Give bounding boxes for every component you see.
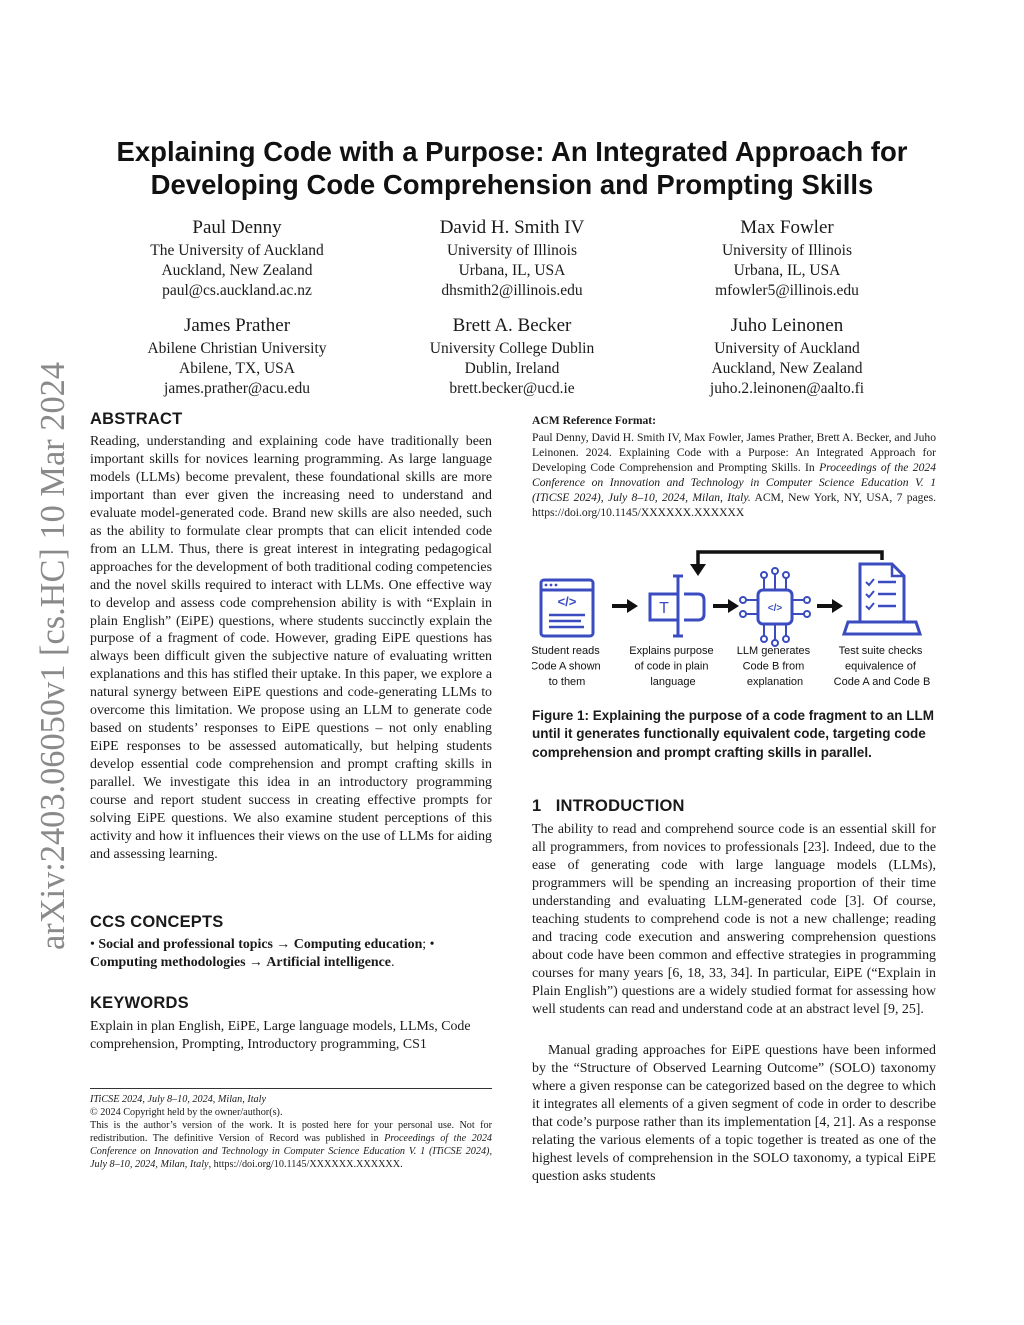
author-block bbox=[657, 314, 917, 399]
step-3-line-2: Code B from bbox=[742, 660, 805, 673]
test-checklist-icon bbox=[844, 564, 920, 634]
author-name: Brett A. Becker bbox=[452, 315, 572, 336]
author-affiliation: University of Illinois bbox=[721, 242, 853, 259]
title-line-1: Explaining Code with a Purpose: An Integrated Approach for bbox=[116, 136, 908, 167]
code-glyph: </> bbox=[557, 594, 577, 609]
author-block bbox=[657, 216, 917, 301]
flow-arrow-2 bbox=[713, 599, 739, 613]
text-input-icon bbox=[650, 576, 704, 636]
author-block bbox=[382, 314, 642, 399]
acm-ref-publisher: ACM, New York, NY, USA, 7 pages. https://doi.org/10.1145/XXXXXX.XXXXXX bbox=[532, 491, 937, 520]
author-affiliation: The University of Auckland bbox=[150, 242, 324, 259]
step-3-line-1: LLM generates bbox=[736, 645, 811, 657]
figure-1 bbox=[532, 550, 936, 695]
ccs-separator: ; bbox=[422, 937, 427, 952]
step-1-line-3: to them bbox=[548, 676, 586, 688]
author-affiliation: Abilene Christian University bbox=[147, 340, 327, 357]
intro-heading bbox=[532, 797, 685, 816]
figure-caption: Figure 1: Explaining the purpose of a code fragment to an LLM until it generates functionally equivalent code, targeting code comprehension and prompt crafting skills in parallel. bbox=[532, 708, 935, 760]
abstract-text: Reading, understanding and explaining code have traditionally been important skills for novices learning programming. As large language models (LLMs) become prevalent, these foundational skills are more important than ever given the increasing need to understand and evaluate model-generated code. Brand new skills are also needed, such as the ability to formulate clear prompts that can elicit intended code from an LLM. Thus, there is great interest in integrating pedagogical approaches for the development of both traditional coding competencies and the novel skills required to interact with LLMs. One effective way to develop and assess code comprehension ability is with “Explain in plain English” (EiPE) questions, where students succinctly explain the purpose of a fragment of code. However, grading EiPE questions has always been difficult given the subjective nature of evaluating written explanations and this has stifled their uptake. In this paper, we explore a natural synergy between EiPE questions and code-generating LLMs to overcome this limitation. We propose using an LLM to generate code based on students’ responses to EiPE questions – not only enabling EiPE responses to be assessed automatically, but helping students develop essential code comprehension and prompt crafting skills in parallel. We investigate this idea in an introductory programming course and report student success in creating effective prompts for solving EiPE questions. We also examine student perceptions of this activity and how it influences their views on the use of LLMs for aiding and assessing learning. bbox=[90, 434, 492, 862]
ccs-heading: CCS CONCEPTS bbox=[90, 913, 224, 931]
step-4-line-1: Test suite checks bbox=[838, 645, 923, 657]
ccs-arrow: → bbox=[249, 954, 263, 970]
text-glyph: T bbox=[659, 600, 669, 617]
author-location: Abilene, TX, USA bbox=[179, 360, 295, 377]
author-block bbox=[107, 314, 367, 399]
author-affiliation: University of Auckland bbox=[714, 340, 860, 357]
author-email: dhsmith2@illinois.edu bbox=[441, 282, 583, 299]
author-email: mfowler5@illinois.edu bbox=[715, 282, 859, 299]
keywords-text: Explain in plan English, EiPE, Large language models, LLMs, Code comprehension, Prompting, Introductory programming, CS1 bbox=[90, 1019, 471, 1052]
step-2-line-2: of code in plain bbox=[634, 660, 709, 673]
step-1-label bbox=[532, 645, 604, 688]
author-email: brett.becker@ucd.ie bbox=[449, 380, 575, 397]
step-1-line-1: Student reads bbox=[532, 645, 600, 657]
footnote-venue: ITiCSE 2024, July 8–10, 2024, Milan, Italy bbox=[90, 1094, 267, 1105]
flow-arrow-1 bbox=[612, 599, 638, 613]
author-email: paul@cs.auckland.ac.nz bbox=[162, 282, 312, 299]
intro-paragraph-2: Manual grading approaches for EiPE questions have been informed by the “Structure of Observed Learning Outcome” (SOLO) taxonomy where a given response can be categorized based on the degree to which it integrates all elements of a given segment of code in order to describe that code’s purpose rather than its implementation [4, 21]. As a response relating the various elements of a topic together is treated as one of the highest levels of comprehension in the SOLO taxonomy, a typical EiPE question asks students bbox=[532, 1043, 936, 1184]
feedback-arrow bbox=[698, 552, 882, 566]
keywords-heading: KEYWORDS bbox=[90, 994, 189, 1012]
arxiv-stamp-text: arXiv:2403.06050v1 [cs.HC] 10 Mar 2024 bbox=[33, 360, 72, 950]
author-location: Auckland, New Zealand bbox=[711, 360, 863, 377]
chip-code-glyph: </> bbox=[767, 603, 783, 614]
abstract-heading: ABSTRACT bbox=[90, 410, 183, 428]
step-3-label bbox=[737, 645, 813, 688]
footnote-notice bbox=[90, 1119, 492, 1171]
author-location: Dublin, Ireland bbox=[464, 360, 560, 377]
author-location: Urbana, IL, USA bbox=[733, 262, 841, 279]
acm-ref-proceedings: Proceedings of the 2024 Conference on Innovation and Technology in Computer Science Education V. 1 (ITiCSE 2024), July 8–10, 2024, Milan, Italy. bbox=[532, 461, 936, 505]
ccs-item-2-target: Artificial intelligence bbox=[266, 954, 391, 970]
ccs-bullet: • bbox=[90, 937, 95, 952]
author-name: Paul Denny bbox=[192, 217, 282, 238]
ccs-bullet: • bbox=[429, 937, 435, 952]
section-number: 1 bbox=[532, 797, 542, 815]
paper-title bbox=[80, 135, 944, 201]
footnote-proceedings: Proceedings of the 2024 Conference on Innovation and Technology in Computer Science Education V. 1 (ITiCSE 2024), July 8–10, 2024, Milan, Italy bbox=[90, 1133, 493, 1170]
step-4-line-3: Code A and Code B bbox=[833, 676, 931, 688]
title-line-2: Developing Code Comprehension and Prompting Skills bbox=[150, 169, 874, 200]
code-window-icon bbox=[541, 580, 593, 636]
author-affiliation: University of Illinois bbox=[446, 242, 578, 259]
author-name: Juho Leinonen bbox=[730, 315, 844, 336]
author-name: David H. Smith IV bbox=[439, 217, 585, 238]
acm-ref-authors: Paul Denny, David H. Smith IV, Max Fowler, James Prather, Brett A. Becker, and Juho Leinonen. 2024. Explaining Code with a Purpose: An Integrated Approach for Developing Code Comprehension and Prompting Skills. In bbox=[532, 431, 936, 475]
step-4-label bbox=[834, 645, 931, 688]
ccs-concepts bbox=[90, 936, 492, 972]
author-email: james.prather@acu.edu bbox=[164, 380, 310, 397]
ccs-item-1-target: Computing education bbox=[293, 937, 423, 952]
step-3-line-3: explanation bbox=[746, 676, 804, 688]
author-affiliation: University College Dublin bbox=[429, 340, 595, 357]
step-2-line-1: Explains purpose bbox=[629, 645, 714, 657]
step-2-line-3: language bbox=[650, 676, 696, 688]
step-1-line-2: Code A shown bbox=[532, 660, 601, 673]
footnote-copyright: © 2024 Copyright held by the owner/author(s). bbox=[90, 1107, 283, 1118]
author-name: Max Fowler bbox=[740, 217, 834, 238]
author-block bbox=[382, 216, 642, 301]
author-name: James Prather bbox=[183, 315, 291, 336]
acm-ref-heading: ACM Reference Format: bbox=[532, 414, 657, 427]
author-location: Urbana, IL, USA bbox=[458, 262, 566, 279]
ccs-arrow: → bbox=[276, 937, 291, 952]
step-2-label bbox=[629, 645, 716, 688]
ccs-item-1: Social and professional topics bbox=[98, 937, 273, 952]
section-title: INTRODUCTION bbox=[555, 797, 685, 815]
step-4-line-2: equivalence of bbox=[844, 660, 916, 673]
footnote-rule bbox=[90, 1088, 492, 1089]
flow-arrow-3 bbox=[817, 599, 843, 613]
footnote-doi: , https://doi.org/10.1145/XXXXXX.XXXXXX. bbox=[208, 1159, 403, 1170]
author-email: juho.2.leinonen@aalto.fi bbox=[709, 380, 865, 397]
llm-chip-icon bbox=[740, 568, 810, 646]
author-location: Auckland, New Zealand bbox=[161, 262, 313, 279]
footnote-notice-text: This is the author’s version of the work. It is posted here for your personal use. Not for redistribution. The definitive Version of Record was published in bbox=[90, 1120, 492, 1144]
acm-ref-text bbox=[532, 430, 936, 521]
author-block bbox=[107, 216, 367, 301]
arxiv-stamp bbox=[18, 360, 78, 950]
ccs-item-2: Computing methodologies bbox=[90, 954, 246, 970]
ccs-end: . bbox=[390, 954, 395, 970]
intro-paragraph-1: The ability to read and comprehend source code is an essential skill for all programmers, from novices to professionals [23]. Indeed, due to the ease of generating code with large language models (LLMs), programmers will be spending an increasing proportion of their time understanding and evaluating LLM-generated code [3]. Of course, teaching students to comprehend code is not a new challenge; reading and tracing code execution and answering comprehension questions about code have been common and effective strategies in programming courses for many years [6, 18, 33, 34]. In particular, EiPE (“Explain in Plain English”) questions are a widely studied format for assessing how well students can read and understand code at an abstract level [9, 25]. bbox=[532, 822, 936, 1017]
feedback-arrow-head bbox=[690, 564, 706, 576]
